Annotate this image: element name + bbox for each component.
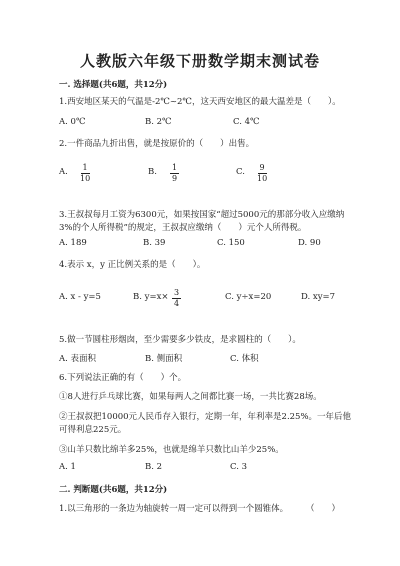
q3-option-d: D. 90 <box>298 238 321 248</box>
q5-option-c: C. 体积 <box>230 354 259 364</box>
q2-option-a-fraction <box>80 163 90 184</box>
fraction-denominator: 9 <box>171 174 178 183</box>
q6-statement-2-line-1: ②王叔叔把10000元人民币存入银行，定期一年，年利率是2.25%。一年后他 <box>59 412 352 422</box>
fraction-numerator: 1 <box>171 163 178 172</box>
question-5: 5.做一节圆柱形烟囱，至少需要多少铁皮，是求圆柱的（ ）。 <box>59 335 301 345</box>
q2-option-b-label: B. <box>148 167 157 177</box>
q6-statement-1: ①8人进行乒乓球比赛，如果每两人之间都比赛一场，一共比赛28场。 <box>59 392 322 402</box>
q3-option-b: B. 39 <box>143 238 166 248</box>
q2-option-a-label: A. <box>59 167 68 177</box>
q6-statement-3: ③山羊只数比绵羊多25%，也就是绵羊只数比山羊少25%。 <box>59 445 284 455</box>
page-title: 人教版六年级下册数学期末测试卷 <box>79 52 320 70</box>
q4-option-a: A. x - y=5 <box>59 292 101 302</box>
q6-option-b: B. 2 <box>145 462 163 472</box>
fraction-numerator: 9 <box>259 163 265 172</box>
question-4: 4.表示 x，y 正比例关系的是（ ）。 <box>59 260 206 270</box>
q6-option-c: C. 3 <box>230 462 248 472</box>
fraction-numerator: 1 <box>82 163 88 172</box>
q6-option-a: A. 1 <box>59 462 76 472</box>
fraction-numerator: 3 <box>173 288 180 297</box>
judgment-1: 1.以三角形的一条边为轴旋转一周一定可以得到一个圆锥体。 <box>59 504 289 514</box>
section-heading-judgment: 二. 判断题(共6题，共12分) <box>59 485 168 495</box>
q5-option-b: B. 侧面积 <box>145 354 183 364</box>
q2-option-c-fraction <box>257 163 267 184</box>
question-3-line-2: 3%的个人所得税”的规定，王叔叔应缴纳（ ）元个人所得税。 <box>59 223 307 233</box>
section-heading-choice: 一. 选择题(共6题，共12分) <box>59 80 168 90</box>
q3-option-a: A. 189 <box>59 238 87 248</box>
q4-option-c: C. y÷x=20 <box>225 292 272 302</box>
fraction-denominator: 10 <box>257 174 268 183</box>
question-6: 6.下列说法正确的有（ ）个。 <box>59 373 187 383</box>
q6-statement-2-line-2: 可得利息225元。 <box>59 425 127 435</box>
fraction-denominator: 10 <box>80 174 91 183</box>
q2-option-b-fraction <box>170 163 179 184</box>
question-1: 1.西安地区某天的气温是-2℃~2℃，这天西安地区的最大温差是（ ）。 <box>59 97 341 107</box>
judgment-1-answer-bracket[interactable]: （ ） <box>306 504 341 514</box>
q4-option-d: D. xy=7 <box>301 292 336 302</box>
q4-option-b-fraction <box>172 288 181 309</box>
q1-option-b: B. 2℃ <box>145 117 172 127</box>
question-3-line-1: 3.王叔叔每月工资为6300元，如果按国家“超过5000元的那部分收入应缴纳 <box>59 210 345 220</box>
q4-option-b: B. y=x× <box>133 292 169 302</box>
fraction-denominator: 4 <box>173 299 180 308</box>
q2-option-c-label: C. <box>236 167 245 177</box>
q1-option-a: A. 0℃ <box>59 117 86 127</box>
q3-option-c: C. 150 <box>217 238 245 248</box>
q5-option-a: A. 表面积 <box>59 354 97 364</box>
question-2: 2.一件商品九折出售，就是按原价的（ ）出售。 <box>59 139 255 149</box>
q1-option-c: C. 4℃ <box>233 117 260 127</box>
